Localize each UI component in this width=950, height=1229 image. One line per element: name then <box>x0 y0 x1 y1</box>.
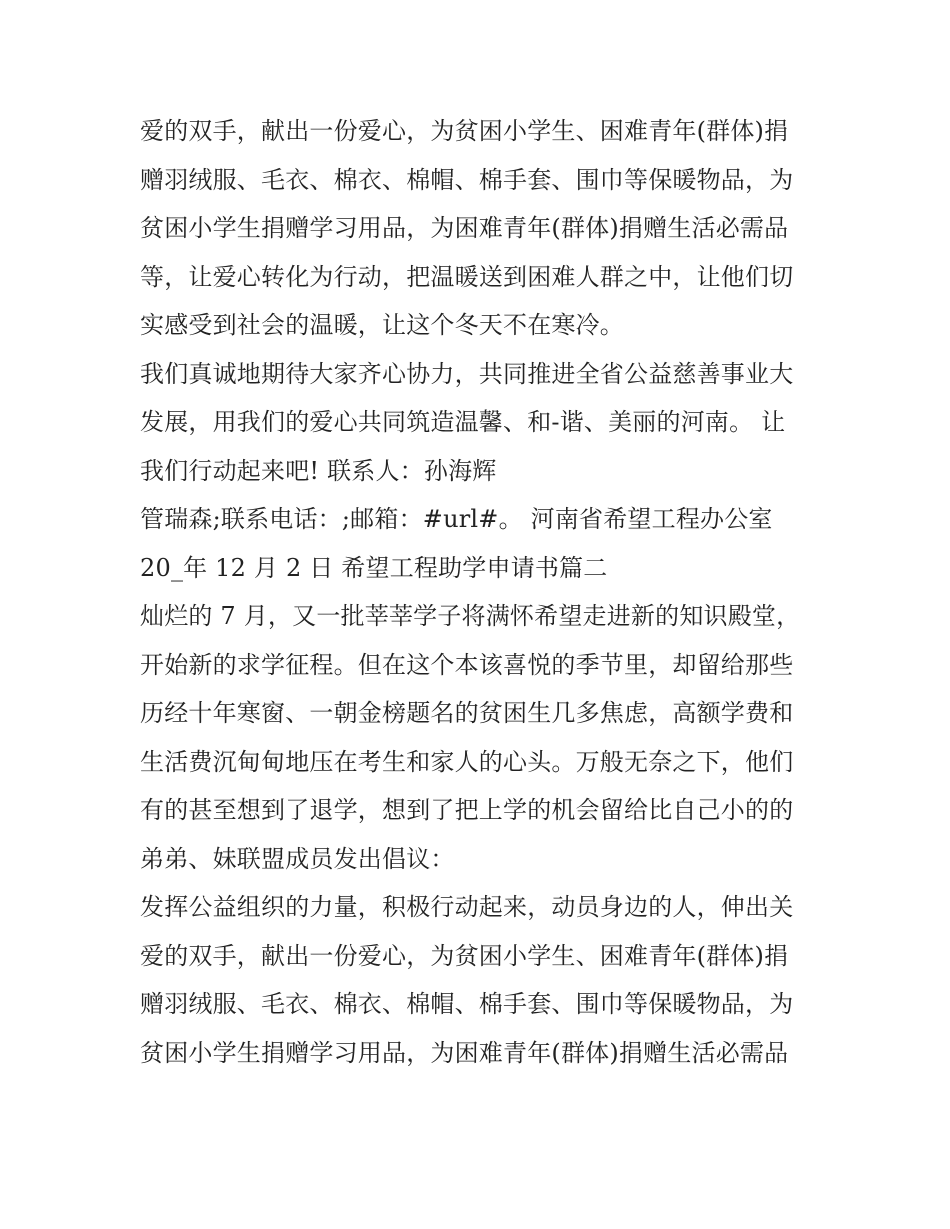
text-line: 贫困小学生捐赠学习用品，为困难青年(群体)捐赠生活必需品 <box>140 1038 789 1067</box>
text-line: 开始新的求学征程。但在这个本该喜悦的季节里，却留给那些 <box>140 650 794 679</box>
text-line: 实感受到社会的温暖，让这个冬天不在寒冷。 <box>140 311 624 339</box>
text-line: 有的甚至想到了退学，想到了把上学的机会留给比自己小的的 <box>140 796 794 824</box>
document-body <box>140 107 820 1077</box>
text-line: 爱的双手，献出一份爱心，为贫困小学生、困难青年(群体)捐 <box>140 941 789 970</box>
text-line: 历经十年寒窗、一朝金榜题名的贫困生几多焦虑，高额学费和 <box>140 699 794 727</box>
text-line: 赠羽绒服、毛衣、棉衣、棉帽、棉手套、围巾等保暖物品，为 <box>140 165 794 194</box>
text-line: 我们行动起来吧! 联系人：孙海辉 <box>140 456 497 485</box>
text-line: 管瑞森;联系电话：;邮箱：#url#。 河南省希望工程办公室 <box>140 505 773 533</box>
text-line: 等，让爱心转化为行动，把温暖送到困难人群之中，让他们切 <box>140 262 794 291</box>
text-line: 灿烂的 7 月，又一批莘莘学子将满怀希望走进新的知识殿堂， <box>140 602 801 630</box>
text-line: 贫困小学生捐赠学习用品，为困难青年(群体)捐赠生活必需品 <box>140 214 789 242</box>
text-line: 弟弟、妹联盟成员发出倡议： <box>140 844 455 873</box>
text-line: 生活费沉甸甸地压在考生和家人的心头。万般无奈之下，他们 <box>140 747 794 776</box>
text-line: 爱的双手，献出一份爱心，为贫困小学生、困难青年(群体)捐 <box>140 117 789 145</box>
text-line: 我们真诚地期待大家齐心协力，共同推进全省公益慈善事业大 <box>140 359 794 388</box>
section-heading-line: 20_年 12 月 2 日 希望工程助学申请书篇二 <box>140 553 608 582</box>
text-line: 赠羽绒服、毛衣、棉衣、棉帽、棉手套、围巾等保暖物品，为 <box>140 990 794 1018</box>
text-line: 发展，用我们的爱心共同筑造温馨、和-谐、美丽的河南。 让 <box>140 408 786 436</box>
text-line: 发挥公益组织的力量，积极行动起来，动员身边的人，伸出关 <box>140 893 794 921</box>
